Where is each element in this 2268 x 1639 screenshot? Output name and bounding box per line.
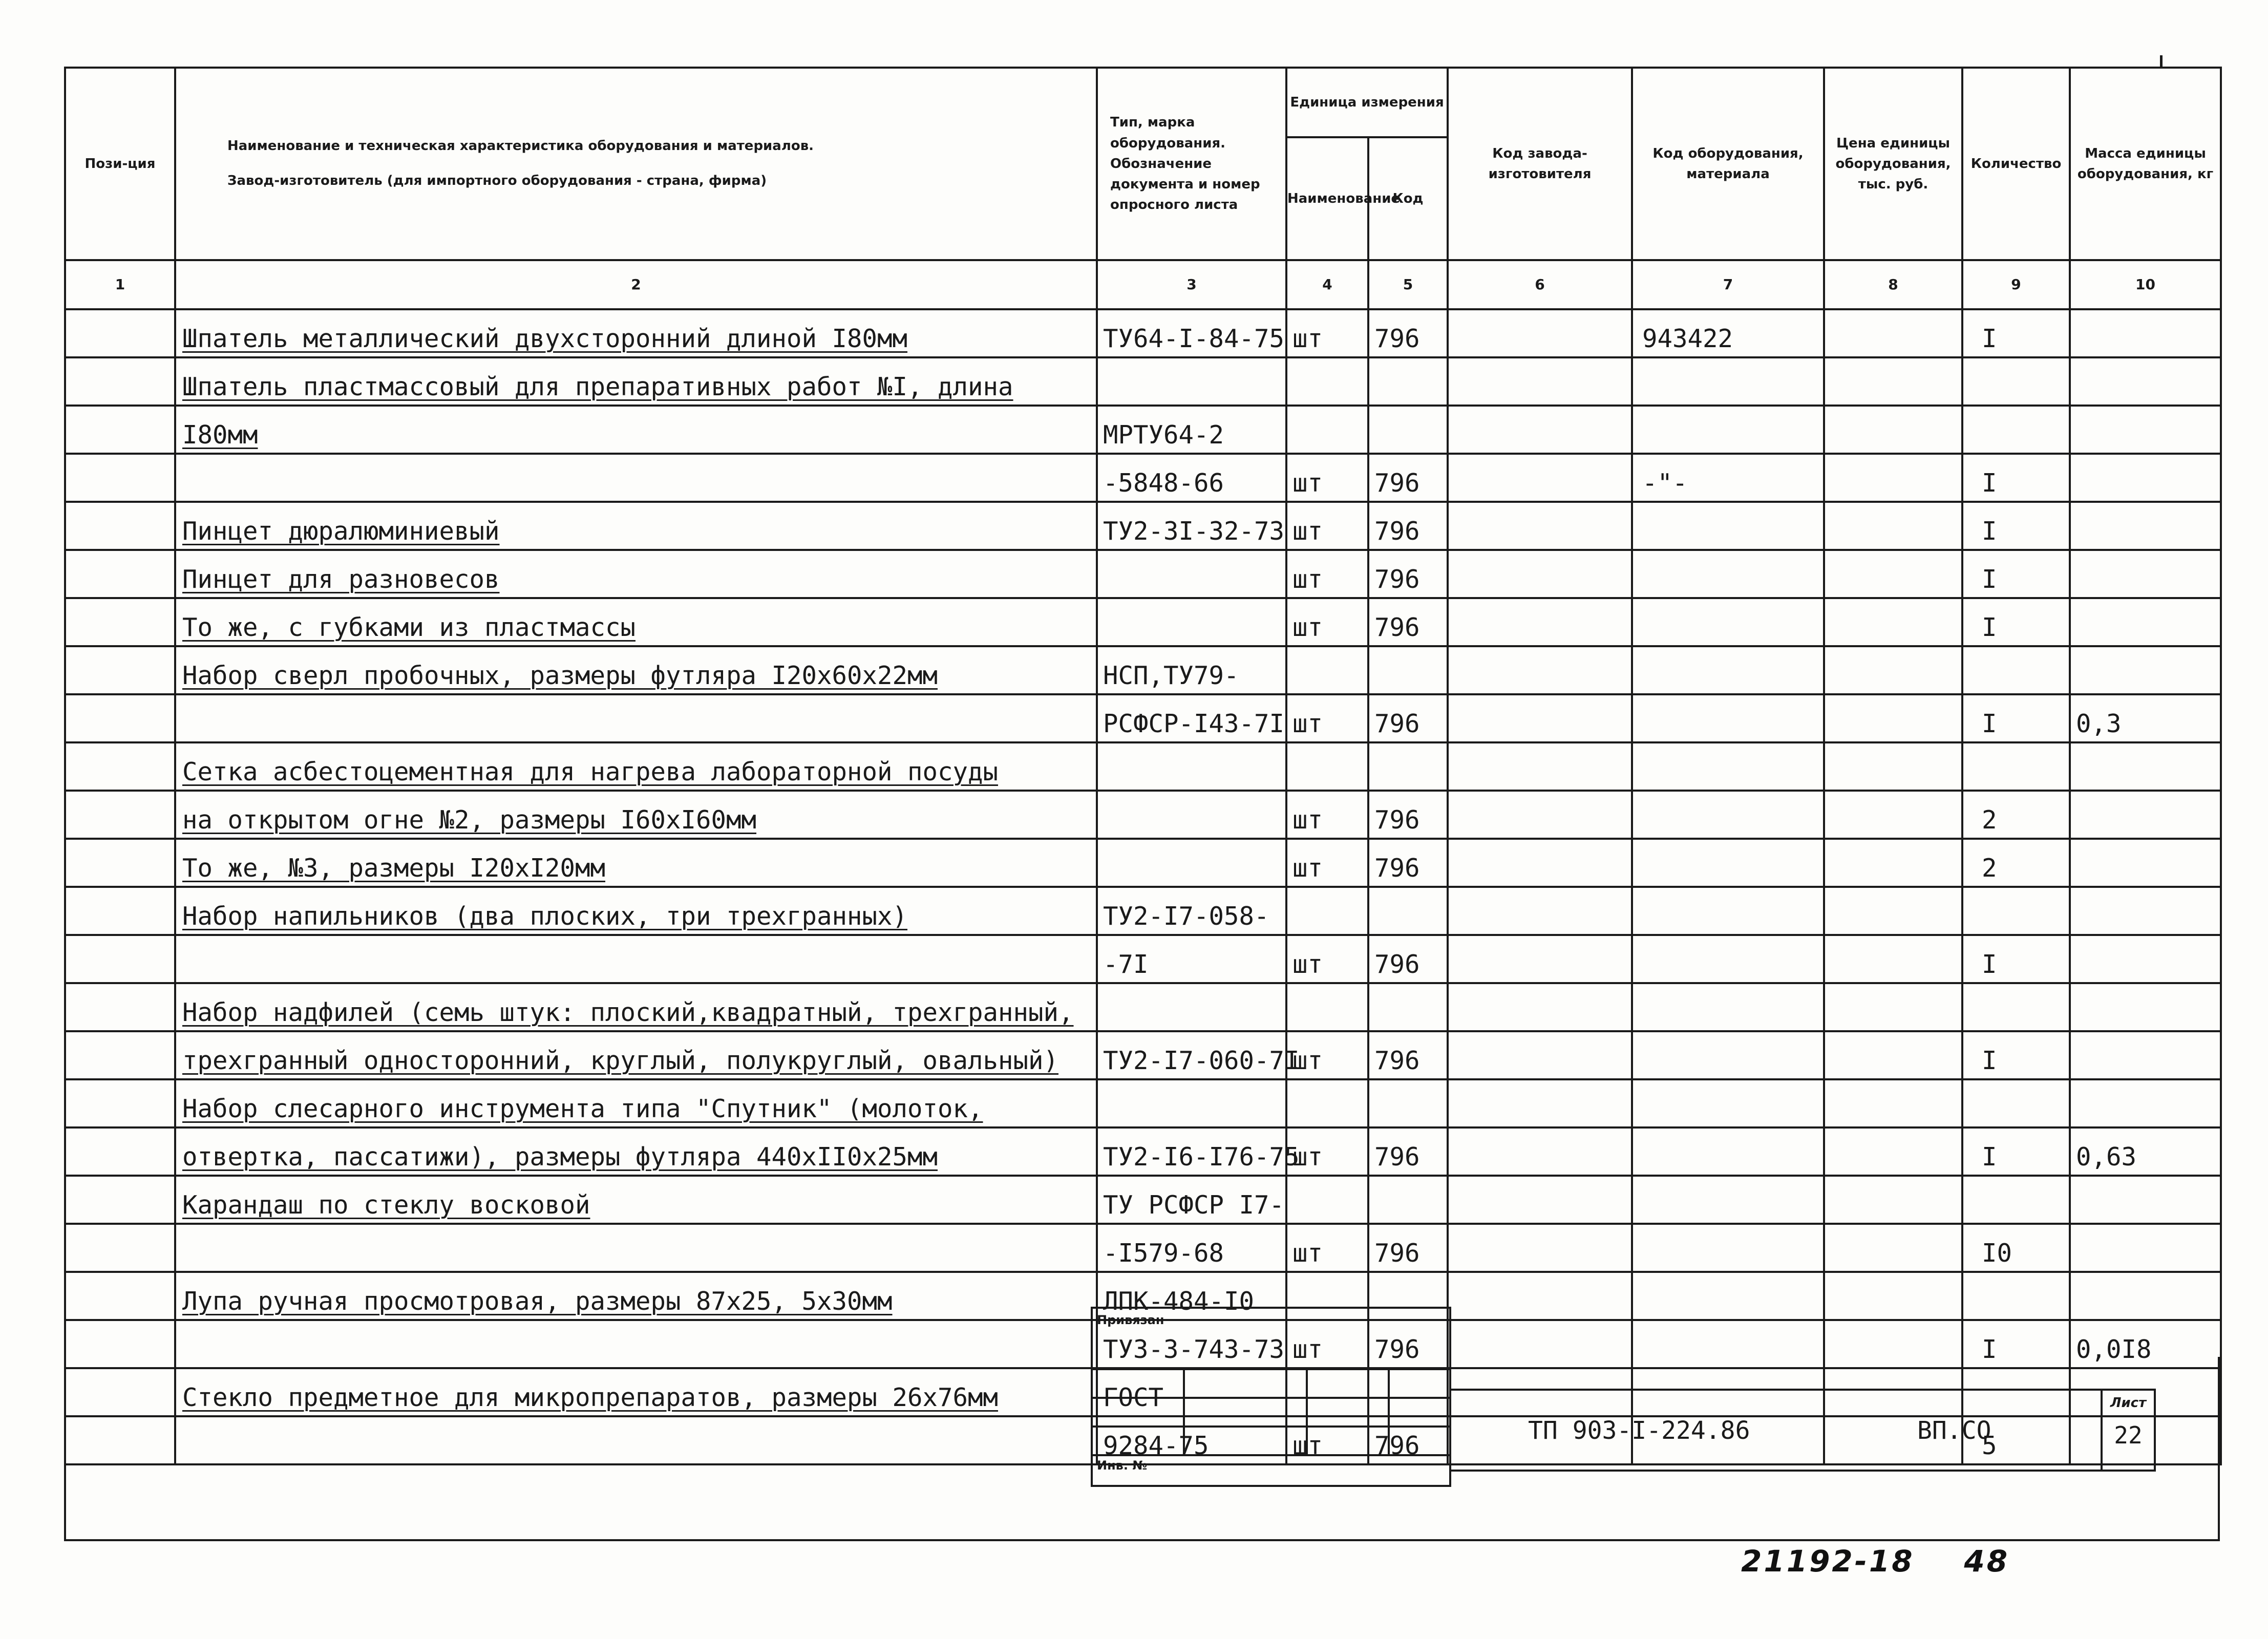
unit-code-cell — [1368, 406, 1448, 454]
equipment-code-cell — [1632, 406, 1824, 454]
quantity-cell: I — [1962, 694, 2070, 742]
equipment-code-cell — [1632, 502, 1824, 550]
manufacturer-code-cell — [1448, 1127, 1632, 1176]
price-cell — [1824, 309, 1962, 357]
price-cell — [1824, 550, 1962, 598]
type-cell: -5848-66 — [1097, 454, 1286, 502]
column-number: 5 — [1368, 260, 1448, 309]
sheet-label: Лист — [2103, 1391, 2154, 1417]
quantity-cell — [1962, 406, 2070, 454]
header-name — [175, 68, 1097, 260]
quantity-cell: I — [1962, 454, 2070, 502]
manufacturer-code-cell — [1448, 694, 1632, 742]
header-mass: Масса единицы оборудования, кг — [2070, 68, 2221, 260]
type-cell — [1097, 791, 1286, 839]
unit-cell — [1286, 742, 1368, 791]
attachment-stamp — [1091, 1307, 1451, 1487]
unit-cell: шт — [1286, 1127, 1368, 1176]
manufacturer-code-cell — [1448, 550, 1632, 598]
unit-code-cell — [1368, 357, 1448, 406]
table-row — [65, 839, 2221, 887]
price-cell — [1824, 935, 1962, 983]
name-cell — [175, 694, 1097, 742]
type-cell: ГОСТ — [1097, 1368, 1286, 1416]
table-row — [65, 309, 2221, 357]
mass-cell — [2070, 1272, 2221, 1320]
unit-code-cell: 796 — [1368, 791, 1448, 839]
position-cell — [65, 598, 175, 646]
equipment-code-cell — [1632, 598, 1824, 646]
quantity-cell — [1962, 646, 2070, 694]
name-cell: То же, №3, размеры I20хI20мм — [175, 839, 1097, 887]
inventory-code: 21192-18 — [1741, 1544, 1915, 1579]
manufacturer-code-cell — [1448, 1176, 1632, 1224]
quantity-cell: I — [1962, 598, 2070, 646]
position-cell — [65, 309, 175, 357]
position-cell — [65, 742, 175, 791]
equipment-table — [64, 67, 2222, 1465]
unit-cell — [1286, 406, 1368, 454]
table-row — [65, 935, 2221, 983]
name-cell: на открытом огне №2, размеры I60хI60мм — [175, 791, 1097, 839]
position-cell — [65, 1224, 175, 1272]
type-cell — [1097, 742, 1286, 791]
mass-cell: 0,63 — [2070, 1127, 2221, 1176]
unit-code-cell — [1368, 1079, 1448, 1127]
type-cell: ТУ3-3-743-73 — [1097, 1320, 1286, 1368]
quantity-cell: I — [1962, 502, 2070, 550]
position-cell — [65, 646, 175, 694]
table-row — [65, 357, 2221, 406]
equipment-code-cell — [1632, 1127, 1824, 1176]
unit-cell: шт — [1286, 1224, 1368, 1272]
name-cell: трехгранный односторонний, круглый, полукруглый, овальный) — [175, 1031, 1097, 1079]
unit-code-cell — [1368, 742, 1448, 791]
unit-code-cell — [1368, 646, 1448, 694]
name-cell: Шпатель металлический двухсторонний длиной I80мм — [175, 309, 1097, 357]
equipment-code-cell — [1632, 1079, 1824, 1127]
type-cell — [1097, 550, 1286, 598]
mass-cell — [2070, 1224, 2221, 1272]
manufacturer-code-cell — [1448, 454, 1632, 502]
type-cell: ЛПК-484-I0 — [1097, 1272, 1286, 1320]
equipment-code-cell — [1632, 357, 1824, 406]
unit-cell — [1286, 1079, 1368, 1127]
unit-code-cell: 796 — [1368, 1320, 1448, 1368]
manufacturer-code-cell — [1448, 1272, 1632, 1320]
equipment-code-cell — [1632, 1272, 1824, 1320]
name-cell — [175, 935, 1097, 983]
price-cell — [1824, 1176, 1962, 1224]
position-cell — [65, 887, 175, 935]
mass-cell — [2070, 357, 2221, 406]
manufacturer-code-cell — [1448, 983, 1632, 1031]
quantity-cell: 2 — [1962, 839, 2070, 887]
position-cell — [65, 935, 175, 983]
mass-cell — [2070, 454, 2221, 502]
equipment-code-cell — [1632, 1176, 1824, 1224]
price-cell — [1824, 646, 1962, 694]
mass-cell — [2070, 791, 2221, 839]
position-cell — [65, 694, 175, 742]
position-cell — [65, 1176, 175, 1224]
quantity-cell — [1962, 1272, 2070, 1320]
unit-code-cell: 796 — [1368, 1416, 1448, 1464]
equipment-code-cell — [1632, 646, 1824, 694]
unit-code-cell — [1368, 887, 1448, 935]
equipment-code-cell — [1632, 983, 1824, 1031]
manufacturer-code-cell — [1448, 742, 1632, 791]
unit-cell: шт — [1286, 839, 1368, 887]
table-body — [65, 309, 2221, 1464]
table-row — [65, 646, 2221, 694]
header-name-line1: Наименование и техническая характеристика оборудования и материалов. — [227, 138, 814, 154]
unit-cell: шт — [1286, 502, 1368, 550]
manufacturer-code-cell — [1448, 791, 1632, 839]
type-cell: ТУ2-I6-I76-75 — [1097, 1127, 1286, 1176]
equipment-code-cell — [1632, 839, 1824, 887]
column-number: 1 — [65, 260, 175, 309]
unit-cell: шт — [1286, 1416, 1368, 1464]
price-cell — [1824, 1127, 1962, 1176]
unit-cell: шт — [1286, 598, 1368, 646]
unit-cell — [1286, 1176, 1368, 1224]
table-row — [65, 694, 2221, 742]
manufacturer-code-cell — [1448, 1224, 1632, 1272]
name-cell: I80мм — [175, 406, 1097, 454]
unit-code-cell — [1368, 1176, 1448, 1224]
quantity-cell: I0 — [1962, 1224, 2070, 1272]
mass-cell — [2070, 1176, 2221, 1224]
unit-code-cell: 796 — [1368, 454, 1448, 502]
type-cell — [1097, 598, 1286, 646]
name-cell: отвертка, пассатижи), размеры футляра 440хII0х25мм — [175, 1127, 1097, 1176]
manufacturer-code-cell — [1448, 598, 1632, 646]
attached-label: Привязан — [1092, 1308, 1450, 1369]
name-cell: Стекло предметное для микропрепаратов, размеры 26х76мм — [175, 1368, 1097, 1416]
type-cell: 9284-75 — [1097, 1416, 1286, 1464]
column-number: 9 — [1962, 260, 2070, 309]
header-price: Цена единицы оборудования, тыс. руб. — [1824, 68, 1962, 260]
mass-cell — [2070, 742, 2221, 791]
quantity-cell: I — [1962, 309, 2070, 357]
unit-code-cell: 796 — [1368, 550, 1448, 598]
price-cell — [1824, 983, 1962, 1031]
header-position: Пози-ция — [65, 68, 175, 260]
unit-cell: шт — [1286, 935, 1368, 983]
header-type: Тип, марка оборудования. Обозначение документа и номер опросного листа — [1097, 68, 1286, 260]
inventory-number — [1741, 1544, 2009, 1579]
unit-code-cell: 796 — [1368, 502, 1448, 550]
unit-code-cell: 796 — [1368, 1224, 1448, 1272]
equipment-code-cell — [1632, 935, 1824, 983]
column-number: 7 — [1632, 260, 1824, 309]
mass-cell — [2070, 309, 2221, 357]
price-cell — [1824, 1031, 1962, 1079]
position-cell — [65, 1079, 175, 1127]
unit-code-cell: 796 — [1368, 1031, 1448, 1079]
manufacturer-code-cell — [1448, 1031, 1632, 1079]
equipment-code-cell — [1632, 742, 1824, 791]
price-cell — [1824, 1224, 1962, 1272]
unit-code-cell — [1368, 983, 1448, 1031]
position-cell — [65, 406, 175, 454]
unit-code-cell: 796 — [1368, 1127, 1448, 1176]
sheet-number: 22 — [2114, 1421, 2143, 1449]
manufacturer-code-cell — [1448, 646, 1632, 694]
type-cell: -7I — [1097, 935, 1286, 983]
unit-code-cell: 796 — [1368, 694, 1448, 742]
equipment-code-cell — [1632, 550, 1824, 598]
quantity-cell: 2 — [1962, 791, 2070, 839]
mass-cell — [2070, 887, 2221, 935]
name-cell — [175, 1224, 1097, 1272]
name-cell: Лупа ручная просмотровая, размеры 87х25, 5х30мм — [175, 1272, 1097, 1320]
table-row — [65, 1079, 2221, 1127]
unit-cell: шт — [1286, 791, 1368, 839]
name-cell: Шпатель пластмассовый для препаративных работ №I, длина — [175, 357, 1097, 406]
unit-cell — [1286, 357, 1368, 406]
unit-cell: шт — [1286, 550, 1368, 598]
price-cell — [1824, 839, 1962, 887]
corner-mark — [2160, 55, 2163, 69]
equipment-code-cell: -"- — [1632, 454, 1824, 502]
unit-code-cell: 796 — [1368, 935, 1448, 983]
price-cell — [1824, 742, 1962, 791]
price-cell — [1824, 887, 1962, 935]
mass-cell — [2070, 502, 2221, 550]
type-cell — [1097, 1079, 1286, 1127]
table-row — [65, 406, 2221, 454]
quantity-cell: I — [1962, 1031, 2070, 1079]
header-unit-name: Наименование — [1286, 137, 1368, 260]
table-row — [65, 1127, 2221, 1176]
quantity-cell: 5 — [1962, 1416, 2070, 1464]
name-cell — [175, 454, 1097, 502]
quantity-cell — [1962, 887, 2070, 935]
type-cell — [1097, 983, 1286, 1031]
name-cell: Сетка асбестоцементная для нагрева лабораторной посуды — [175, 742, 1097, 791]
quantity-cell: I — [1962, 935, 2070, 983]
column-number: 4 — [1286, 260, 1368, 309]
table-row — [65, 454, 2221, 502]
table-row — [65, 983, 2221, 1031]
manufacturer-code-cell — [1448, 839, 1632, 887]
equipment-code-cell — [1632, 1224, 1824, 1272]
name-cell: Карандаш по стеклу восковой — [175, 1176, 1097, 1224]
price-cell — [1824, 454, 1962, 502]
unit-cell: шт — [1286, 1320, 1368, 1368]
manufacturer-code-cell — [1448, 1079, 1632, 1127]
header-unit-code: Код — [1368, 137, 1448, 260]
table-row — [65, 791, 2221, 839]
table-row — [65, 550, 2221, 598]
position-cell — [65, 550, 175, 598]
table-row — [65, 1224, 2221, 1272]
table-row — [65, 502, 2221, 550]
manufacturer-code-cell — [1448, 309, 1632, 357]
price-cell — [1824, 694, 1962, 742]
position-cell — [65, 502, 175, 550]
mass-cell — [2070, 598, 2221, 646]
price-cell — [1824, 502, 1962, 550]
equipment-code-cell: 943422 — [1632, 309, 1824, 357]
unit-cell: шт — [1286, 694, 1368, 742]
header-quantity: Количество — [1962, 68, 2070, 260]
price-cell — [1824, 357, 1962, 406]
table-row — [65, 887, 2221, 935]
price-cell — [1824, 1272, 1962, 1320]
inventory-label: Инв. № — [1092, 1455, 1450, 1486]
mass-cell: 0,0I8 — [2070, 1320, 2221, 1368]
quantity-cell — [1962, 357, 2070, 406]
name-cell: Набор сверл пробочных, размеры футляра I20х60х22мм — [175, 646, 1097, 694]
manufacturer-code-cell — [1448, 887, 1632, 935]
equipment-code-cell — [1632, 694, 1824, 742]
quantity-cell: I — [1962, 1320, 2070, 1368]
unit-cell — [1286, 887, 1368, 935]
type-cell: РСФСР-I43-7I — [1097, 694, 1286, 742]
equipment-code-cell — [1632, 1031, 1824, 1079]
type-cell: ТУ64-I-84-75 — [1097, 309, 1286, 357]
table-row — [65, 1176, 2221, 1224]
table-row — [65, 742, 2221, 791]
column-number: 6 — [1448, 260, 1632, 309]
quantity-cell: I — [1962, 1127, 2070, 1176]
mass-cell — [2070, 1079, 2221, 1127]
column-number: 10 — [2070, 260, 2221, 309]
mass-cell — [2070, 550, 2221, 598]
type-cell: НСП,ТУ79- — [1097, 646, 1286, 694]
sheet-box — [2101, 1391, 2154, 1470]
header-name-line2: Завод-изготовитель (для импортного оборудования - страна, фирма) — [227, 173, 767, 188]
position-cell — [65, 1127, 175, 1176]
unit-code-cell: 796 — [1368, 839, 1448, 887]
position-cell — [65, 357, 175, 406]
quantity-cell: I — [1962, 550, 2070, 598]
type-cell: ТУ РСФСР I7- — [1097, 1176, 1286, 1224]
mass-cell — [2070, 406, 2221, 454]
header-manufacturer-code: Код завода-изготовителя — [1448, 68, 1632, 260]
type-cell: ТУ2-I7-060-7I — [1097, 1031, 1286, 1079]
name-cell: Пинцет дюралюминиевый — [175, 502, 1097, 550]
type-cell: МРТУ64-2 — [1097, 406, 1286, 454]
manufacturer-code-cell — [1448, 357, 1632, 406]
position-cell — [65, 1272, 175, 1320]
price-cell — [1824, 1079, 1962, 1127]
unit-code-cell: 796 — [1368, 309, 1448, 357]
position-cell — [65, 839, 175, 887]
name-cell: Пинцет для разновесов — [175, 550, 1097, 598]
equipment-code-cell — [1632, 791, 1824, 839]
name-cell: Набор слесарного инструмента типа "Спутник" (молоток, — [175, 1079, 1097, 1127]
mass-cell — [2070, 839, 2221, 887]
column-number: 3 — [1097, 260, 1286, 309]
column-number: 2 — [175, 260, 1097, 309]
position-cell — [65, 1031, 175, 1079]
page-number: 48 — [1964, 1544, 2010, 1579]
unit-code-cell: 796 — [1368, 598, 1448, 646]
document-code: ТП 903-I-224.86 — [1528, 1416, 1750, 1445]
column-number: 8 — [1824, 260, 1962, 309]
quantity-cell — [1962, 983, 2070, 1031]
unit-cell: шт — [1286, 309, 1368, 357]
header-unit-group: Единица измерения — [1286, 68, 1448, 137]
type-cell — [1097, 839, 1286, 887]
mass-cell: 0,3 — [2070, 694, 2221, 742]
mass-cell — [2070, 935, 2221, 983]
quantity-cell — [1962, 1079, 2070, 1127]
price-cell — [1824, 406, 1962, 454]
unit-cell — [1286, 646, 1368, 694]
position-cell — [65, 791, 175, 839]
manufacturer-code-cell — [1448, 502, 1632, 550]
mass-cell — [2070, 983, 2221, 1031]
price-cell — [1824, 791, 1962, 839]
table-row — [65, 598, 2221, 646]
name-cell: Набор надфилей (семь штук: плоский,квадратный, трехгранный, — [175, 983, 1097, 1031]
quantity-cell — [1962, 742, 2070, 791]
position-cell — [65, 983, 175, 1031]
position-cell — [65, 454, 175, 502]
unit-cell: шт — [1286, 454, 1368, 502]
header-equipment-code: Код оборудования, материала — [1632, 68, 1824, 260]
type-cell: ТУ2-3I-32-73 — [1097, 502, 1286, 550]
unit-cell — [1286, 983, 1368, 1031]
title-block — [1449, 1389, 2156, 1472]
name-cell: Набор напильников (два плоских, три трехгранных) — [175, 887, 1097, 935]
type-cell — [1097, 357, 1286, 406]
price-cell — [1824, 598, 1962, 646]
type-cell: ТУ2-I7-058- — [1097, 887, 1286, 935]
table-row — [65, 1031, 2221, 1079]
quantity-cell — [1962, 1176, 2070, 1224]
mass-cell — [2070, 1031, 2221, 1079]
manufacturer-code-cell — [1448, 935, 1632, 983]
manufacturer-code-cell — [1448, 406, 1632, 454]
sheet-code: ВП.СО — [1917, 1416, 1991, 1445]
mass-cell — [2070, 646, 2221, 694]
name-cell: То же, с губками из пластмассы — [175, 598, 1097, 646]
equipment-code-cell — [1632, 887, 1824, 935]
type-cell: -I579-68 — [1097, 1224, 1286, 1272]
unit-cell: шт — [1286, 1031, 1368, 1079]
